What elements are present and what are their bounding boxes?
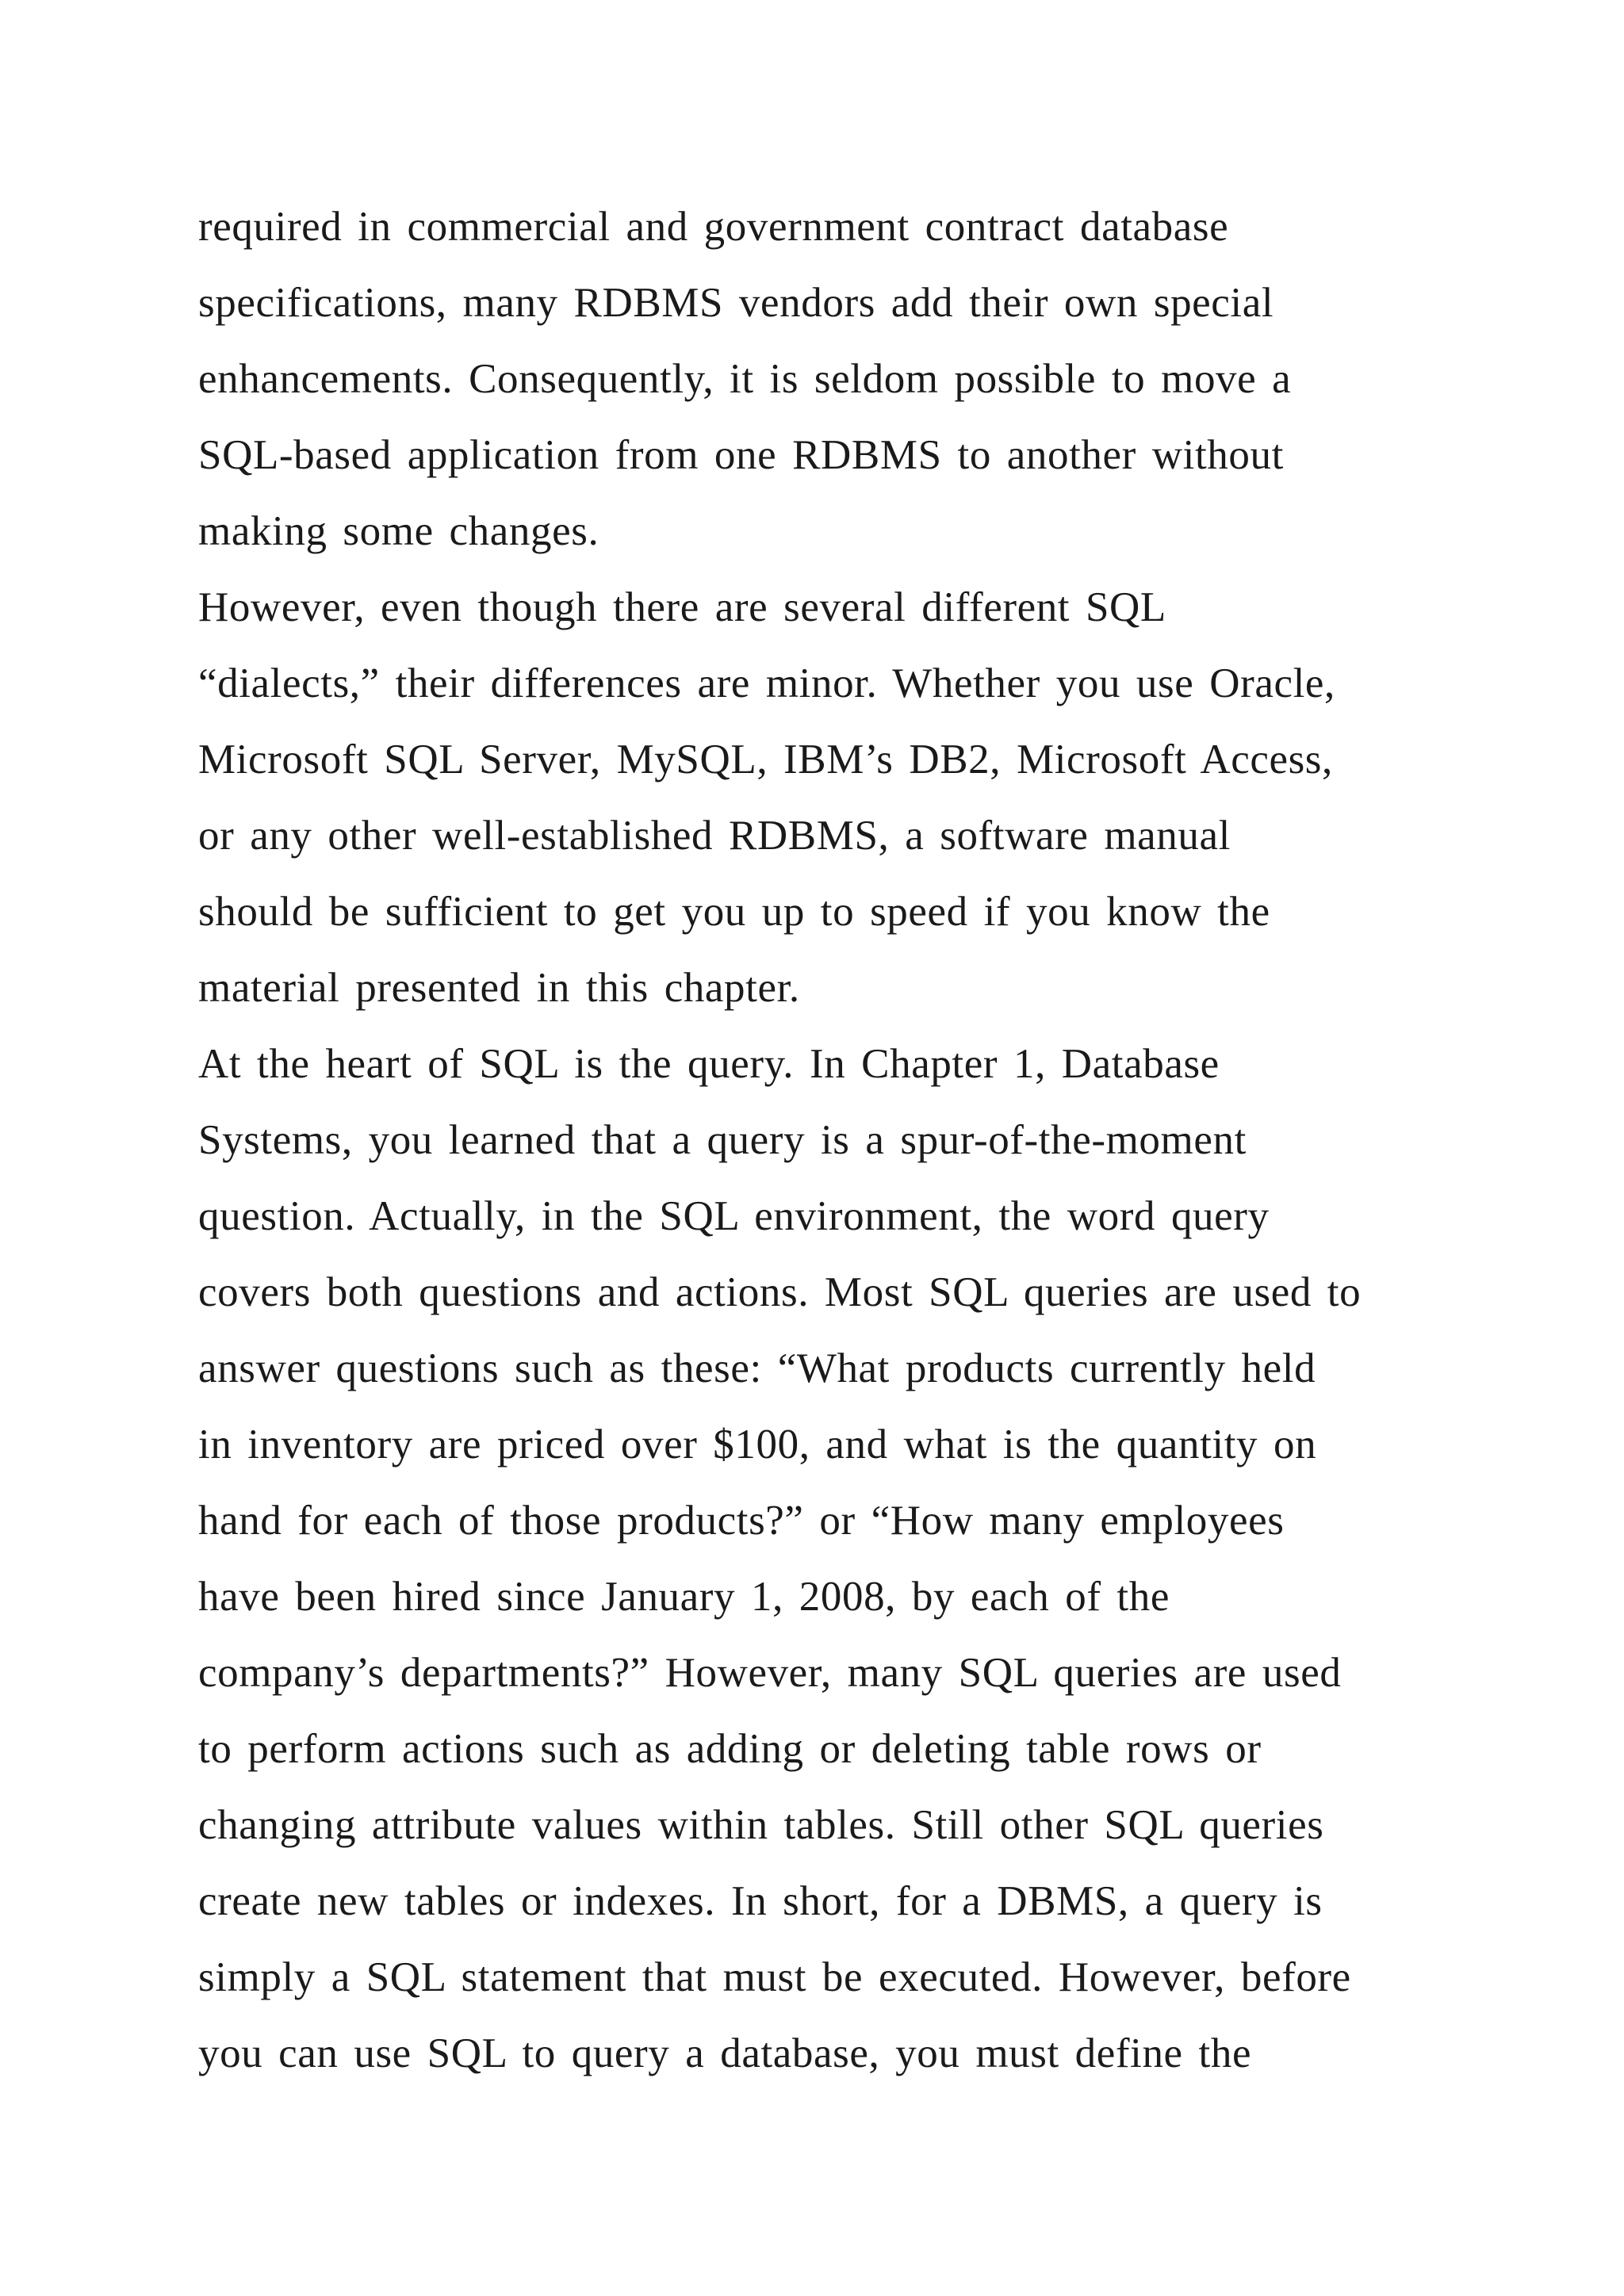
text-line: question. Actually, in the SQL environment, the word query xyxy=(198,1193,1270,1239)
text-line: required in commercial and government contract database xyxy=(198,204,1229,250)
text-line: Systems, you learned that a query is a spur-of-the-moment xyxy=(198,1117,1247,1163)
text-line: you can use SQL to query a database, you must define the xyxy=(198,2030,1252,2076)
text-line: company’s departments?” However, many SQL queries are used xyxy=(198,1650,1342,1696)
text-line: create new tables or indexes. In short, for a DBMS, a query is xyxy=(198,1878,1323,1924)
text-line: making some changes. xyxy=(198,508,599,554)
text-line: in inventory are priced over $100, and what is the quantity on xyxy=(198,1422,1317,1468)
text-line: “dialects,” their differences are minor. Whether you use Oracle, xyxy=(198,660,1335,706)
body-text xyxy=(198,189,1546,2091)
text-line: simply a SQL statement that must be executed. However, before xyxy=(198,1954,1351,2000)
text-line: SQL-based application from one RDBMS to another without xyxy=(198,432,1284,478)
text-line: have been hired since January 1, 2008, by each of the xyxy=(198,1574,1170,1620)
text-line: answer questions such as these: “What products currently held xyxy=(198,1345,1316,1391)
text-line: hand for each of those products?” or “How many employees xyxy=(198,1498,1285,1544)
text-line: material presented in this chapter. xyxy=(198,965,800,1011)
text-line: covers both questions and actions. Most SQL queries are used to xyxy=(198,1269,1362,1315)
text-line: changing attribute values within tables. Still other SQL queries xyxy=(198,1802,1324,1848)
text-line: specifications, many RDBMS vendors add their own special xyxy=(198,280,1274,326)
text-line: enhancements. Consequently, it is seldom possible to move a xyxy=(198,356,1292,402)
text-line: Microsoft SQL Server, MySQL, IBM’s DB2, Microsoft Access, xyxy=(198,737,1333,783)
text-line: At the heart of SQL is the query. In Chapter 1, Database xyxy=(198,1041,1220,1087)
text-line: should be sufficient to get you up to speed if you know the xyxy=(198,889,1270,935)
text-line: to perform actions such as adding or deleting table rows or xyxy=(198,1726,1262,1772)
text-line: However, even though there are several different SQL xyxy=(198,584,1166,630)
text-line: or any other well-established RDBMS, a software manual xyxy=(198,813,1231,859)
